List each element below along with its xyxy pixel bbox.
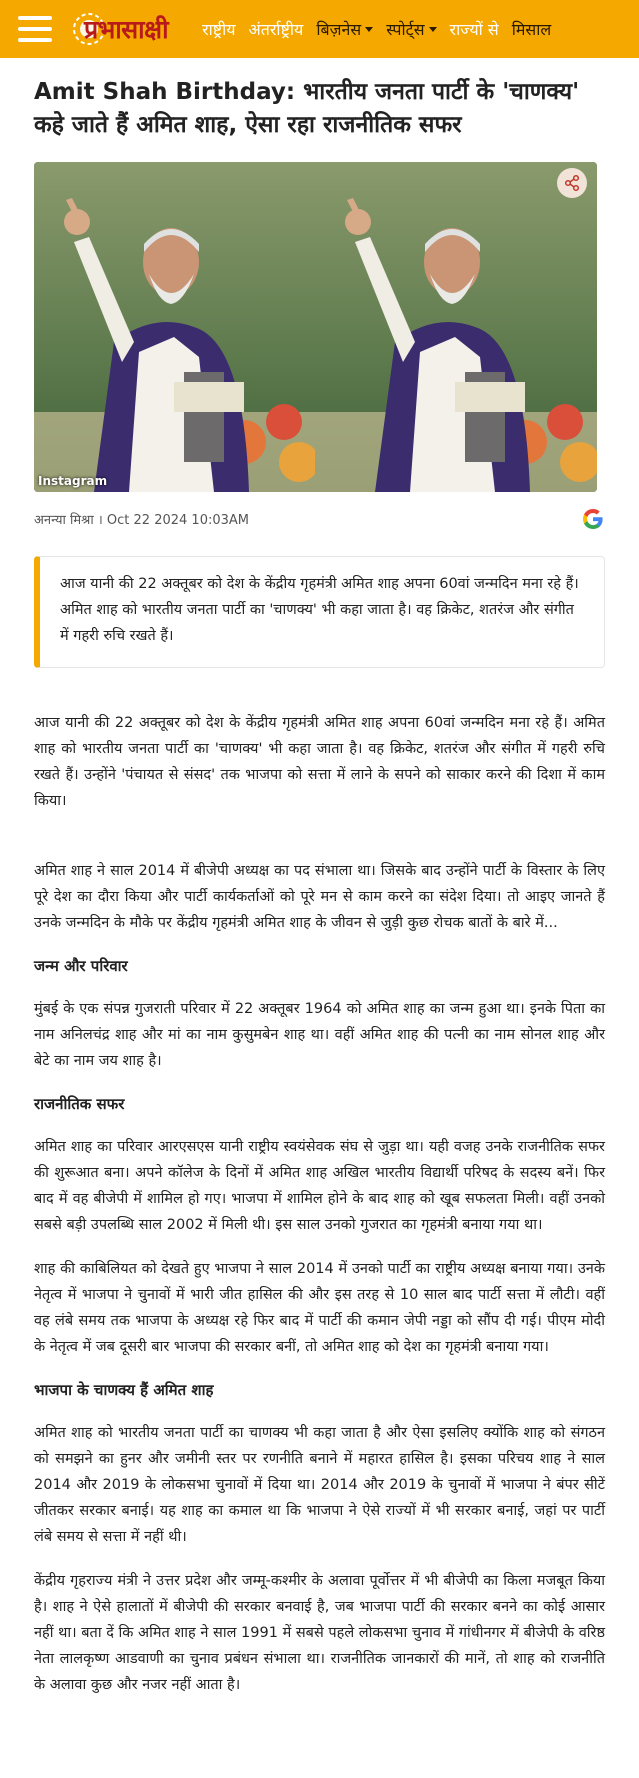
nav-label: मिसाल xyxy=(511,20,552,39)
paragraph: केंद्रीय गृहराज्य मंत्री ने उत्तर प्रदेश और जम्मू-कश्मीर के अलावा पूर्वोत्तर में भी बीजेपी का किला मजबूत किया है। शाह ने ऐसे हालातों में बीजेपी की सरकार बनवाई है, जब भाजपा पार्टी की सरकार बनने का कोई आसार नहीं था। बता दें कि अमित शाह ने साल 1991 में सबसे पहले लोकसभा चुनाव में गांधीनगर में बीजेपी के वरिष्ठ नेता लालकृष्ण आडवाणी का चुनाव प्रबंधन संभाला था। राजनीतिक जानकारों की मानें, तो शाह को राजनीति के अलावा कुछ और नजर नहीं आता है। xyxy=(34,1573,605,1693)
nav-label: स्पोर्ट्स xyxy=(386,20,425,39)
nav-item-international[interactable] xyxy=(249,18,304,40)
nav-item-business[interactable] xyxy=(316,18,373,40)
article-summary: आज यानी की 22 अक्तूबर को देश के केंद्रीय गृहमंत्री अमित शाह अपना 60वां जन्मदिन मना रहे हैं। अमित शाह को भारतीय जनता पार्टी का 'चाणक्य' भी कहा जाता है। वह क्रिकेट, शतरंज और संगीत में गहरी रुचि रखते हैं। xyxy=(60,576,579,644)
article-title: Amit Shah Birthday: भारतीय जनता पार्टी के 'चाणक्य' कहे जाते हैं अमित शाह, ऐसा रहा राजनीतिक सफर xyxy=(34,79,580,138)
site-header xyxy=(0,0,639,58)
chevron-down-icon xyxy=(365,27,373,32)
paragraph: अमित शाह का परिवार आरएसएस यानी राष्ट्रीय स्वयंसेवक संघ से जुड़ा था। यही वजह उनके राजनीतिक सफर की शुरूआत बना। अपने कॉलेज के दिनों में अमित शाह अखिल भारतीय विद्यार्थी परिषद के सदस्य बनें। फिर बाद में वह बीजेपी में शामिल हो गए। भाजपा में शामिल होने के बाद शाह को खूब सफलता मिली। वहीं उनको सबसे बड़ी उपलब्धि साल 2002 में मिली थी। इस साल उनको गुजरात का गृहमंत्री बनाया गया था। xyxy=(34,1139,605,1233)
site-logo[interactable] xyxy=(72,9,168,49)
nav-item-misaal[interactable] xyxy=(512,18,552,40)
article-summary-box xyxy=(34,556,605,668)
paragraph: मुंबई के एक संपन्न गुजराती परिवार में 22 अक्तूबर 1964 को अमित शाह का जन्म हुआ था। इनके पिता का नाम अनिलचंद्र शाह और मां का नाम कुसुमबेन शाह था। वहीं अमित शाह की पत्नी का नाम सोनल शाह और बेटे का नाम जय शाह है। xyxy=(34,1001,605,1069)
share-button[interactable] xyxy=(557,168,587,198)
byline: अनन्या मिश्रा । Oct 22 2024 10:03AM xyxy=(34,513,249,528)
hero-image xyxy=(34,162,597,492)
nav-label: बिज़नेस xyxy=(316,20,362,39)
hamburger-menu-icon[interactable] xyxy=(18,16,52,42)
nav-item-national[interactable] xyxy=(202,18,235,40)
chevron-down-icon xyxy=(429,27,437,32)
image-credit: Instagram xyxy=(38,474,108,488)
paragraph: शाह की काबिलियत को देखते हुए भाजपा ने साल 2014 में उनको पार्टी का राष्ट्रीय अध्यक्ष बनाया गया। उनके नेतृत्व में भाजपा ने चुनावों में भारी जीत हासिल की और इस तरह से 10 साल बाद पार्टी सत्ता में लौटी। वहीं वह लंबे समय तक भाजपा के अध्यक्ष रहे फिर बाद में पार्टी की कमान जेपी नड्डा को सौंप दी गई। पीएम मोदी के नेतृत्व में जब दूसरी बार भाजपा की सरकार बनीं, तो अमित शाह को देश का गृहमंत्री बनाया गया। xyxy=(34,1261,605,1355)
google-icon[interactable] xyxy=(581,507,605,531)
paragraph: अमित शाह ने साल 2014 में बीजेपी अध्यक्ष का पद संभाला था। जिसके बाद उन्होंने पार्टी के विस्तार के लिए पूरे देश का दौरा किया और पार्टी कार्यकर्ताओं को पूरे मन से काम करने का संदेश दिया। तो आइए जानते हैं उनके जन्मदिन के मौके पर केंद्रीय गृहमंत्री अमित शाह के जीवन से जुड़ी कुछ रोचक बातों के बारे में... xyxy=(34,863,605,931)
nav-label: राष्ट्रीय xyxy=(202,20,236,39)
article-body xyxy=(34,710,605,1698)
paragraph: अमित शाह को भारतीय जनता पार्टी का चाणक्य भी कहा जाता है और ऐसा इसलिए क्योंकि शाह को संगठन को समझने का हुनर और जमीनी स्तर पर रणनीति बनाने में महारत हासिल है। इसका परिचय शाह ने साल 2014 और 2019 के लोकसभा चुनावों में दिया था। 2014 और 2019 के चुनावों में भाजपा ने बंपर सीटें जीतकर सरकार बनाई। यह शाह का कमाल था कि भाजपा ने ऐसे राज्यों में भी सरकार बनाई, जहां पर पार्टी लंबे समय से सत्ता में नहीं थी। xyxy=(34,1425,605,1545)
logo-text: प्रभासाक्षी xyxy=(84,15,169,44)
share-icon xyxy=(563,174,581,192)
subheading: भाजपा के चाणक्य हैं अमित शाह xyxy=(34,1381,214,1399)
main-nav xyxy=(202,18,564,40)
nav-label: अंतर्राष्ट्रीय xyxy=(248,20,304,39)
paragraph: आज यानी की 22 अक्तूबर को देश के केंद्रीय गृहमंत्री अमित शाह अपना 60वां जन्मदिन मना रहे हैं। अमित शाह को भारतीय जनता पार्टी का 'चाणक्य' भी कहा जाता है। वह क्रिकेट, शतरंज और संगीत में गहरी रुचि रखते हैं। उन्होंने 'पंचायत से संसद' तक भाजपा को सत्ता में लाने के सपने को साकार करने की दिशा में काम किया। xyxy=(34,715,605,809)
hero-photo-left xyxy=(34,162,316,492)
subheading: राजनीतिक सफर xyxy=(34,1095,125,1113)
nav-item-sports[interactable] xyxy=(386,18,436,40)
article-meta xyxy=(34,506,605,532)
hero-photo-right xyxy=(315,162,597,492)
subheading: जन्म और परिवार xyxy=(34,957,128,975)
nav-item-states[interactable] xyxy=(450,18,499,40)
nav-label: राज्यों से xyxy=(449,20,499,39)
article-container xyxy=(0,76,639,1698)
